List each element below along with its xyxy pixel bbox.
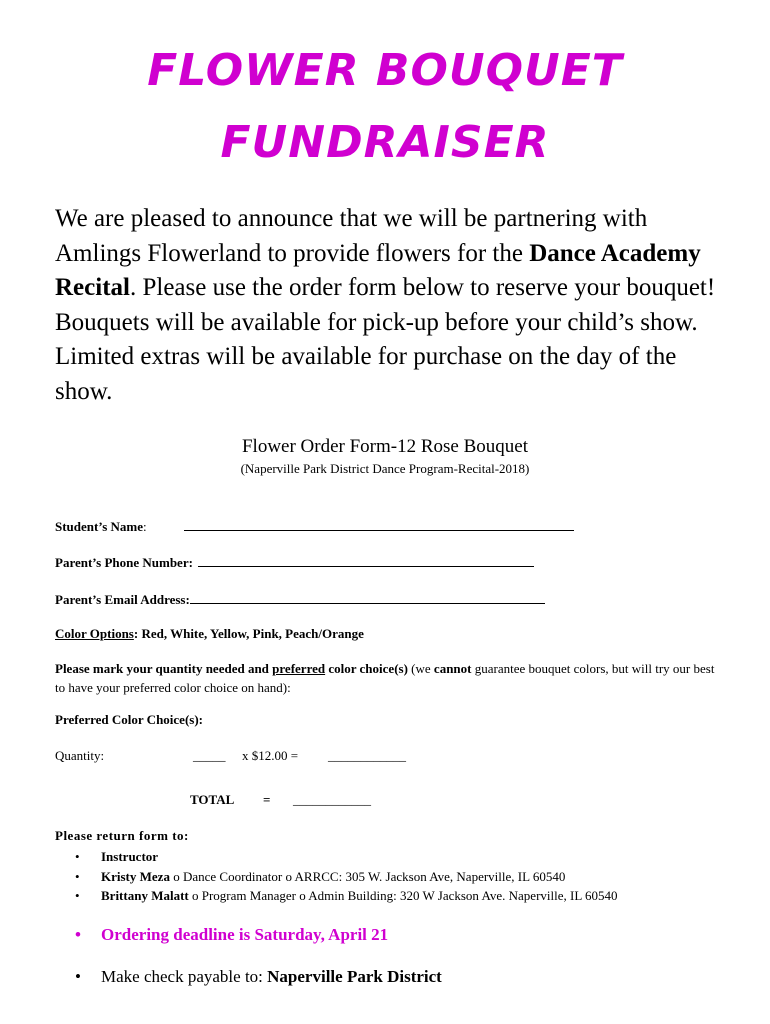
color-options-row xyxy=(55,626,364,642)
instructions-plain-2: guarantee bouquet colors, but will try our best to have your preferred color choice on hand): xyxy=(55,661,715,695)
return-item-1-name: Kristy Meza xyxy=(101,868,170,884)
instructions-cannot: cannot xyxy=(433,661,472,676)
form-subtitle: (Naperville Park District Dance Program-Recital-2018) xyxy=(240,461,530,476)
email-label: Parent’s Email Address: xyxy=(55,592,190,607)
total-equals: = xyxy=(263,792,271,807)
return-item-2-text: o Program Manager o Admin Building: 320 W Jackson Ave. Naperville, IL 60540 xyxy=(188,888,618,903)
student-name-row xyxy=(55,517,574,535)
student-name-label: Student’s Name xyxy=(55,519,143,534)
return-item-brittany xyxy=(55,886,618,906)
payable-list xyxy=(55,967,442,987)
instructions-plain-1: (we xyxy=(407,661,434,676)
return-heading: Please return form to: xyxy=(55,828,189,843)
color-options-label: Color Options xyxy=(55,626,134,641)
return-item-1-text: o Dance Coordinator o ARRCC: 305 W. Jackson Ave, Naperville, IL 60540 xyxy=(169,868,566,884)
instructions-bold-1: Please mark your quantity needed and xyxy=(55,661,273,676)
total-blank[interactable]: ____________ xyxy=(293,792,371,807)
payable-item xyxy=(55,967,442,987)
email-field[interactable] xyxy=(190,590,545,604)
deadline-item: • Ordering deadline is Saturday, April 21 xyxy=(55,925,388,945)
total-label: TOTAL xyxy=(190,792,235,807)
instructions-paragraph xyxy=(55,659,720,697)
payable-label: Make check payable to: xyxy=(101,967,268,986)
title-line-2: FUNDRAISER xyxy=(220,117,550,168)
color-options-value: : Red, White, Yellow, Pink, Peach/Orange xyxy=(133,626,364,641)
intro-text-2: . Please use the order form below to reserve your bouquet! Bouquets will be available for pick-up before your child’s show. Limited extras will be available for purchase on the day of the show. xyxy=(55,274,716,405)
instructions-bold-2: color choice(s) xyxy=(325,661,408,676)
payable-value: Naperville Park District xyxy=(267,967,442,986)
phone-label: Parent’s Phone Number: xyxy=(55,555,193,570)
return-list xyxy=(55,847,618,906)
title-line-1: FLOWER BOUQUET xyxy=(147,45,623,96)
preferred-color-label: Preferred Color Choice(s): xyxy=(55,712,204,727)
price-expression: x $12.00 = xyxy=(242,748,299,763)
return-item-kristy xyxy=(55,867,618,887)
intro-bold-event: Dance Academy Recital xyxy=(55,239,701,301)
student-name-field[interactable] xyxy=(184,517,574,531)
email-row xyxy=(55,590,545,608)
deadline-list xyxy=(55,925,388,945)
return-item-instructor xyxy=(55,847,618,867)
student-name-colon: : xyxy=(143,519,147,534)
instructions-preferred: preferred xyxy=(272,661,326,676)
return-item-0-name: Instructor xyxy=(101,849,159,864)
phone-row xyxy=(55,553,534,571)
intro-paragraph xyxy=(55,202,735,409)
quantity-blank[interactable]: _____ xyxy=(193,748,226,763)
intro-text-1: We are pleased to announce that we will be partnering with Amlings Flowerland to provide flowers for the xyxy=(55,205,648,267)
phone-field[interactable] xyxy=(198,553,534,567)
quantity-label: Quantity: xyxy=(55,748,105,763)
form-title: Flower Order Form-12 Rose Bouquet xyxy=(241,436,529,457)
quantity-result-blank[interactable]: ____________ xyxy=(328,748,406,763)
return-item-2-name: Brittany Malatt xyxy=(101,888,189,903)
